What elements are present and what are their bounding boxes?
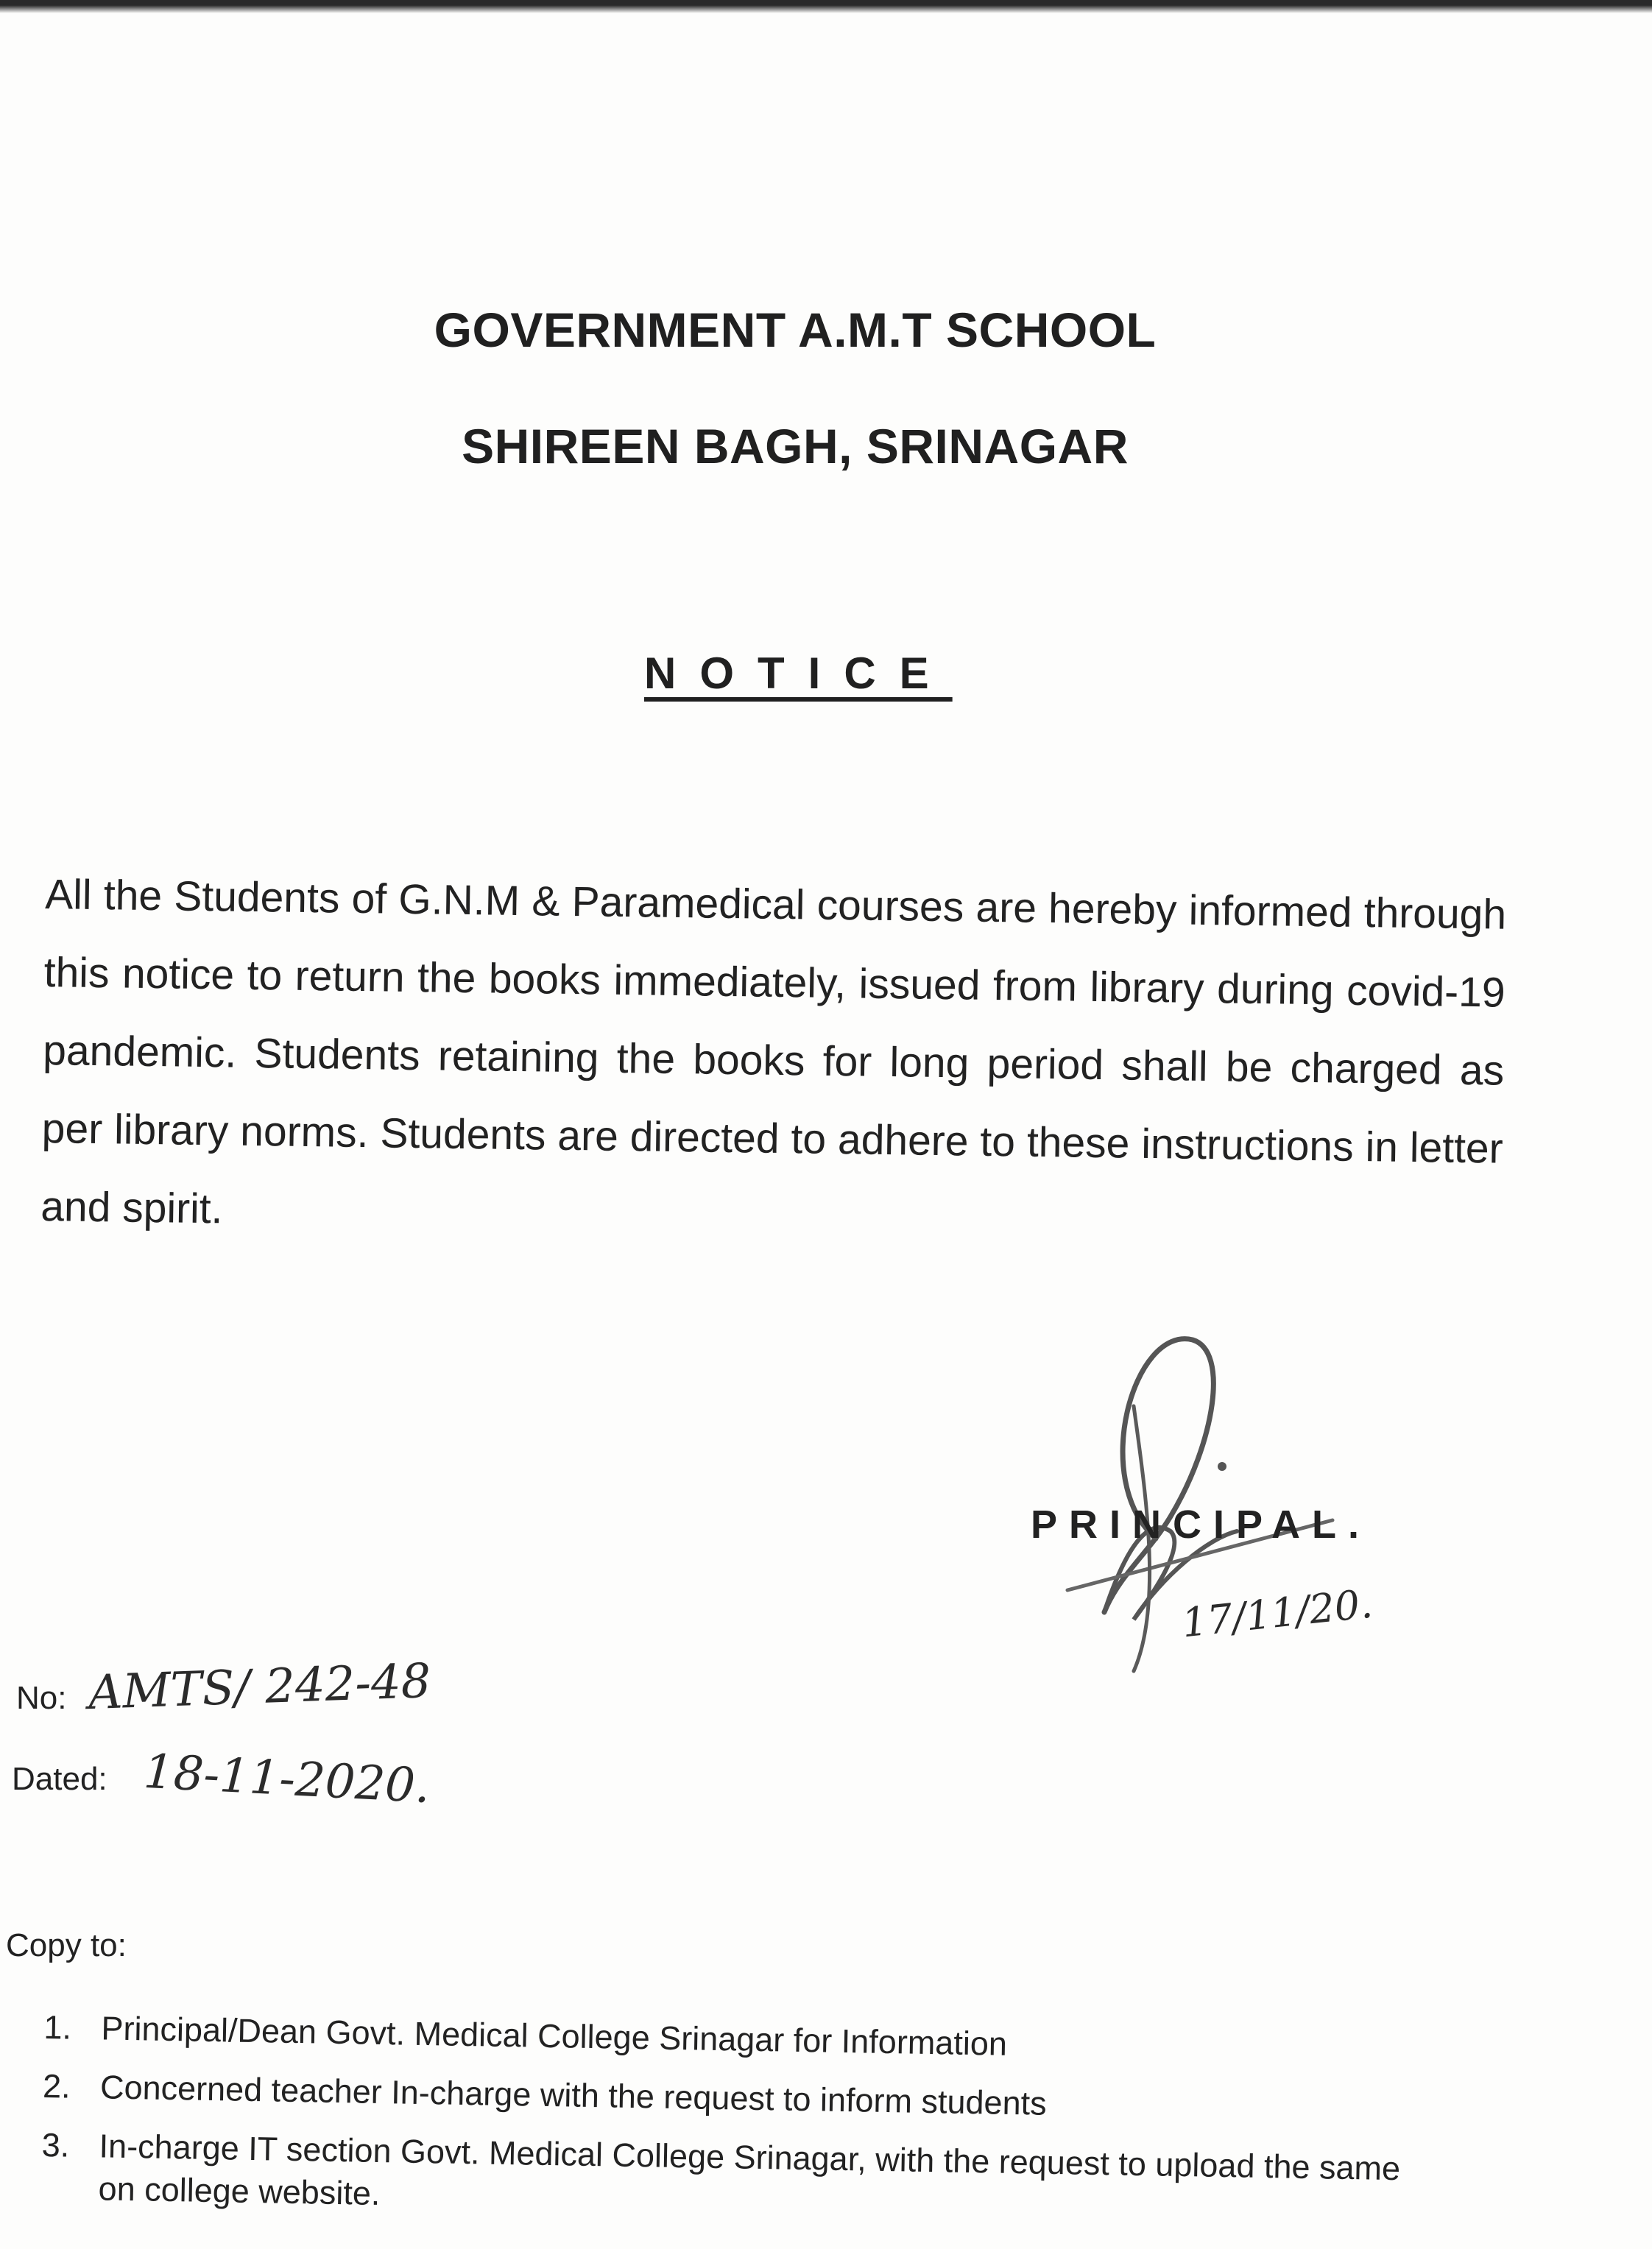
notice-heading: NOTICE: [644, 649, 953, 698]
scan-top-edge: [0, 0, 1652, 13]
copy-to-item: [43, 2065, 1413, 2131]
signature-date: 17/11/20.: [1179, 1580, 1375, 1647]
dated-label: Dated:: [12, 1761, 107, 1797]
reference-number-value: AMTS/ 242-48: [87, 1653, 432, 1721]
copy-to-heading: Copy to:: [6, 1927, 127, 1963]
copy-to-item: [40, 2124, 1411, 2233]
principal-label: PRINCIPAL.: [1031, 1503, 1372, 1547]
dated-value: 18-11-2020.: [142, 1744, 432, 1815]
school-name: GOVERNMENT A.M.T SCHOOL: [434, 303, 1157, 357]
copy-to-item-text: Principal/Dean Govt. Medical College Srinagar for Information: [101, 2009, 1008, 2063]
school-location: SHIREEN BAGH, SRINAGAR: [462, 419, 1129, 473]
reference-number-label: No:: [16, 1680, 67, 1716]
copy-to-item-text: In-charge IT section Govt. Medical College Srinagar, with the request to upload the same on college website.: [98, 2127, 1401, 2212]
copy-to-item-number: 2.: [42, 2066, 71, 2105]
copy-to-item-number: 1.: [43, 2008, 72, 2047]
notice-body: All the Students of G.N.M & Paramedical courses are hereby informed through this notice to return the books immediately, issued from library during covid-19 pandemic. Students retaining the books for long period shall be charged as per library norms. Students are directed to adhere to these instructions in letter and spirit.: [40, 870, 1507, 1233]
copy-to-item-text: Concerned teacher In-charge with the request to inform students: [99, 2068, 1048, 2122]
copy-to-list: [40, 2006, 1413, 2249]
copy-to-item-number: 3.: [41, 2125, 70, 2164]
copy-to-item: [43, 2006, 1413, 2072]
